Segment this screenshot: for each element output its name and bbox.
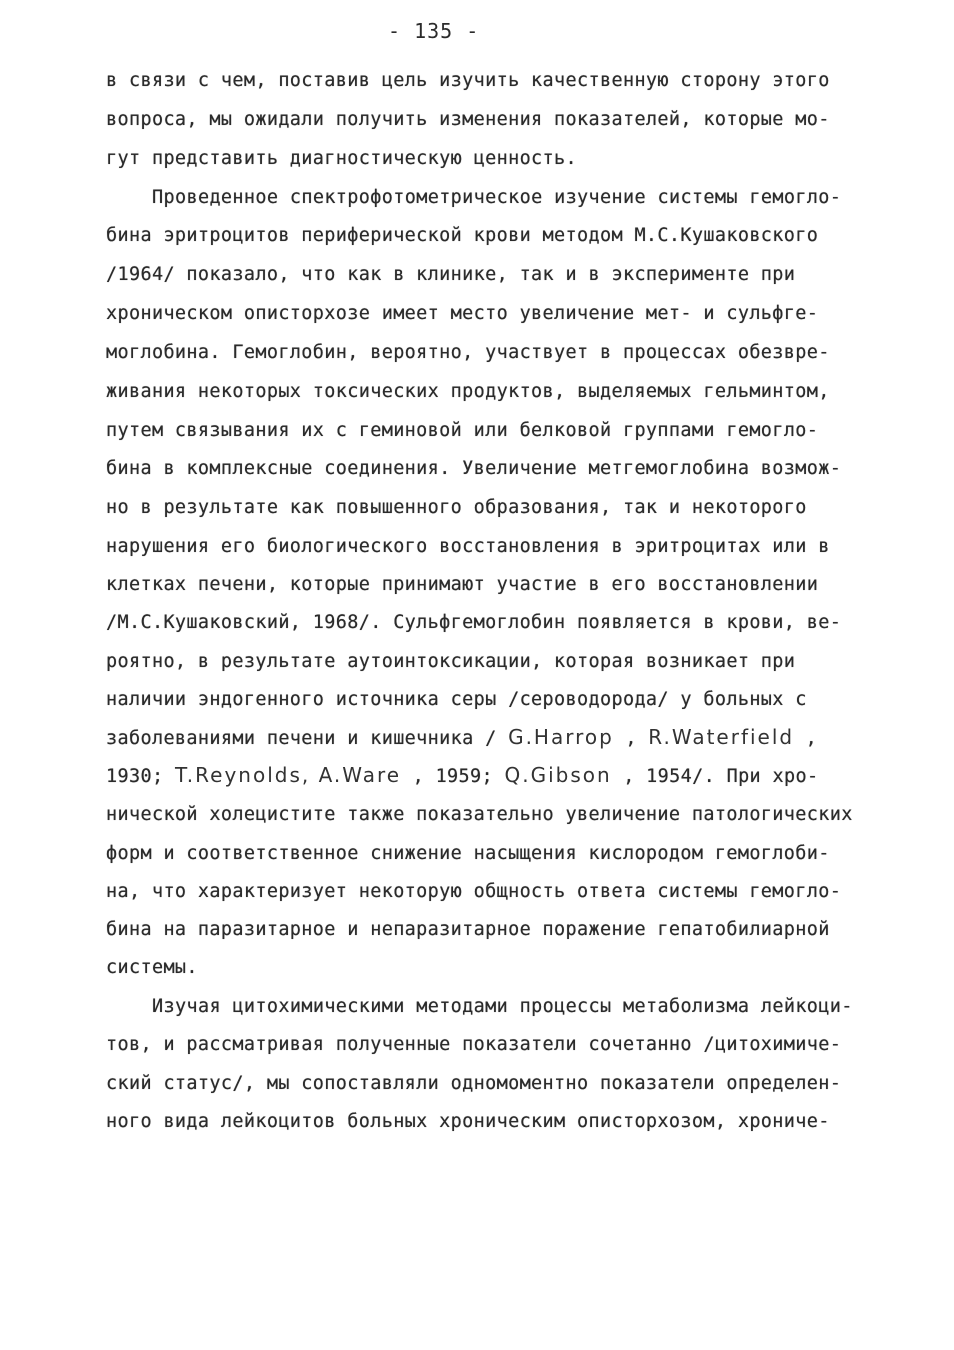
text-line: форм и соответственное снижение насыщения кислородом гемоглоби- bbox=[106, 843, 830, 864]
text-line: нической холецистите также показательно увеличение патологических bbox=[106, 804, 853, 825]
handwritten-author: A.Ware bbox=[310, 763, 402, 787]
text-line: хроническом описторхозе имеет место увеличение мет- и сульфге- bbox=[106, 303, 819, 324]
text-line: бина эритроцитов периферической крови методом М.С.Кушаковского bbox=[106, 225, 819, 246]
text-line: ного вида лейкоцитов больных хроническим описторхозом, хрониче- bbox=[106, 1111, 830, 1132]
text-line: живания некоторых токсических продуктов, выделяемых гельминтом, bbox=[106, 381, 830, 402]
text-segment: , bbox=[613, 728, 649, 749]
text-line: путем связывания их с геминовой или белковой группами гемогло- bbox=[106, 420, 819, 441]
text-line: /1964/ показало, что как в клинике, так и в эксперименте при bbox=[106, 264, 796, 285]
text-line: бина на паразитарное и непаразитарное поражение гепатобилиарной bbox=[106, 919, 830, 940]
handwritten-author: T.Reynolds, bbox=[174, 763, 311, 787]
text-line: нарушения его биологического восстановления в эритроцитах или в bbox=[106, 536, 830, 557]
handwritten-author: G.Harrop bbox=[508, 725, 614, 749]
text-line: клетках печени, которые принимают участие в его восстановлении bbox=[106, 574, 819, 595]
text-line: но в результате как повышенного образования, так и некоторого bbox=[106, 497, 807, 518]
text-segment: , bbox=[794, 728, 818, 749]
text-line: тов, и рассматривая полученные показатели сочетанно /цитохимиче- bbox=[106, 1034, 842, 1055]
handwritten-author: Q.Gibson bbox=[504, 763, 612, 787]
text-line: наличии эндогенного источника серы /сероводорода/ у больных с bbox=[106, 689, 807, 710]
page-number: - 135 - bbox=[388, 19, 480, 43]
text-segment: 1930; bbox=[106, 766, 175, 787]
text-line: вопроса, мы ожидали получить изменения показателей, которые мо- bbox=[106, 109, 830, 130]
text-segment: , 1959; bbox=[401, 766, 505, 787]
text-line: гут представить диагностическую ценность. bbox=[106, 148, 578, 169]
text-line: моглобина. Гемоглобин, вероятно, участвует в процессах обезвре- bbox=[106, 342, 830, 363]
text-line-citation bbox=[106, 725, 817, 751]
text-line: в связи с чем, поставив цель изучить качественную сторону этого bbox=[106, 70, 830, 91]
text-segment: заболеваниями печени и кишечника / bbox=[106, 728, 509, 749]
text-line: ский статус/, мы сопоставляли одномоментно показатели определен- bbox=[106, 1073, 842, 1094]
text-segment: , 1954/. При хро- bbox=[611, 766, 819, 787]
text-line: бина в комплексные соединения. Увеличение метгемоглобина возмож- bbox=[106, 458, 842, 479]
text-line: Изучая цитохимическими методами процессы метаболизма лейкоци- bbox=[152, 996, 853, 1017]
text-line: системы. bbox=[106, 957, 198, 978]
text-line: /М.С.Кушаковский, 1968/. Сульфгемоглобин появляется в крови, ве- bbox=[106, 612, 842, 633]
text-line-citation bbox=[106, 763, 819, 789]
handwritten-author: R.Waterfield bbox=[648, 725, 795, 749]
text-line: на, что характеризует некоторую общность ответа системы гемогло- bbox=[106, 881, 842, 902]
text-line: Проведенное спектрофотометрическое изучение системы гемогло- bbox=[152, 187, 842, 208]
text-line: роятно, в результате аутоинтоксикации, которая возникает при bbox=[106, 651, 796, 672]
